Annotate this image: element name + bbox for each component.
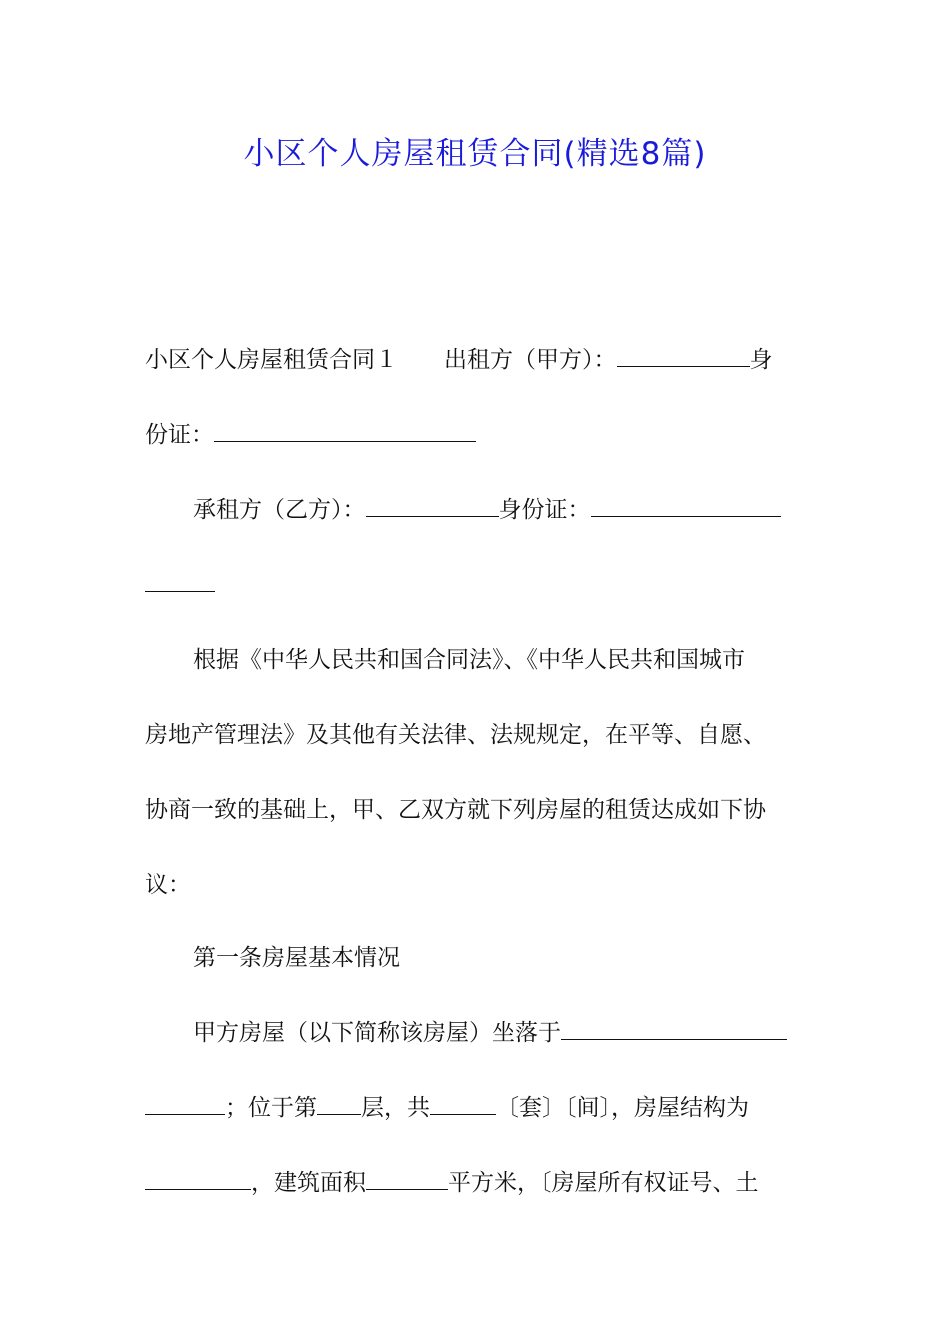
- lessor-id-blank: [214, 423, 476, 442]
- location-blank: [561, 1021, 787, 1040]
- lessor-label: 出租方（甲方）：: [444, 347, 617, 373]
- article-1-line1: [193, 1018, 787, 1048]
- para-basis-line2: 房地产管理法》及其他有关法律、法规规定，在平等、自愿、: [145, 722, 766, 748]
- para-basis-line1: 根据《中华人民共和国合同法》、《中华人民共和国城市: [193, 647, 745, 673]
- line-lessee: [193, 495, 781, 525]
- floor-label: ；位于第: [225, 1095, 317, 1121]
- article-1-line3: [145, 1168, 759, 1198]
- document-title: 小区个人房屋租赁合同(精选8篇): [243, 136, 707, 172]
- lessor-id-label-part1: 身: [749, 347, 773, 373]
- area-unit-label: 平方米，〔房屋所有权证号、土: [448, 1170, 759, 1196]
- lessee-name-blank: [366, 498, 499, 517]
- lessee-id-label: 身份证：: [498, 497, 591, 523]
- line-lessee-id-cont: [145, 570, 215, 600]
- lessee-label: 承租方（乙方）：: [193, 497, 366, 523]
- lessor-name-blank: [617, 348, 750, 367]
- line-lessor-id: [145, 420, 476, 450]
- units-blank: [430, 1096, 496, 1115]
- location-blank-cont: [145, 1096, 225, 1115]
- lessor-id-label-part2: 份证：: [145, 422, 214, 448]
- article-1-heading: 第一条房屋基本情况: [193, 945, 400, 971]
- contract-heading-1: 小区个人房屋租赁合同１: [145, 347, 398, 373]
- location-label: 甲方房屋（以下简称该房屋）坐落于: [193, 1020, 561, 1046]
- line-lessor: [145, 345, 773, 375]
- area-label: ，建筑面积: [251, 1170, 366, 1196]
- total-label: 层，共: [361, 1095, 430, 1121]
- floor-blank: [317, 1096, 361, 1115]
- structure-blank: [145, 1171, 251, 1190]
- para-basis-line4: 议：: [145, 872, 191, 898]
- area-blank: [366, 1171, 448, 1190]
- lessee-id-blank-cont: [145, 573, 215, 592]
- article-1-line2: [145, 1093, 749, 1123]
- lessee-id-blank: [591, 498, 781, 517]
- para-basis-line3: 协商一致的基础上，甲、乙双方就下列房屋的租赁达成如下协: [145, 797, 766, 823]
- structure-label: 〔套〕〔间〕，房屋结构为: [496, 1095, 749, 1121]
